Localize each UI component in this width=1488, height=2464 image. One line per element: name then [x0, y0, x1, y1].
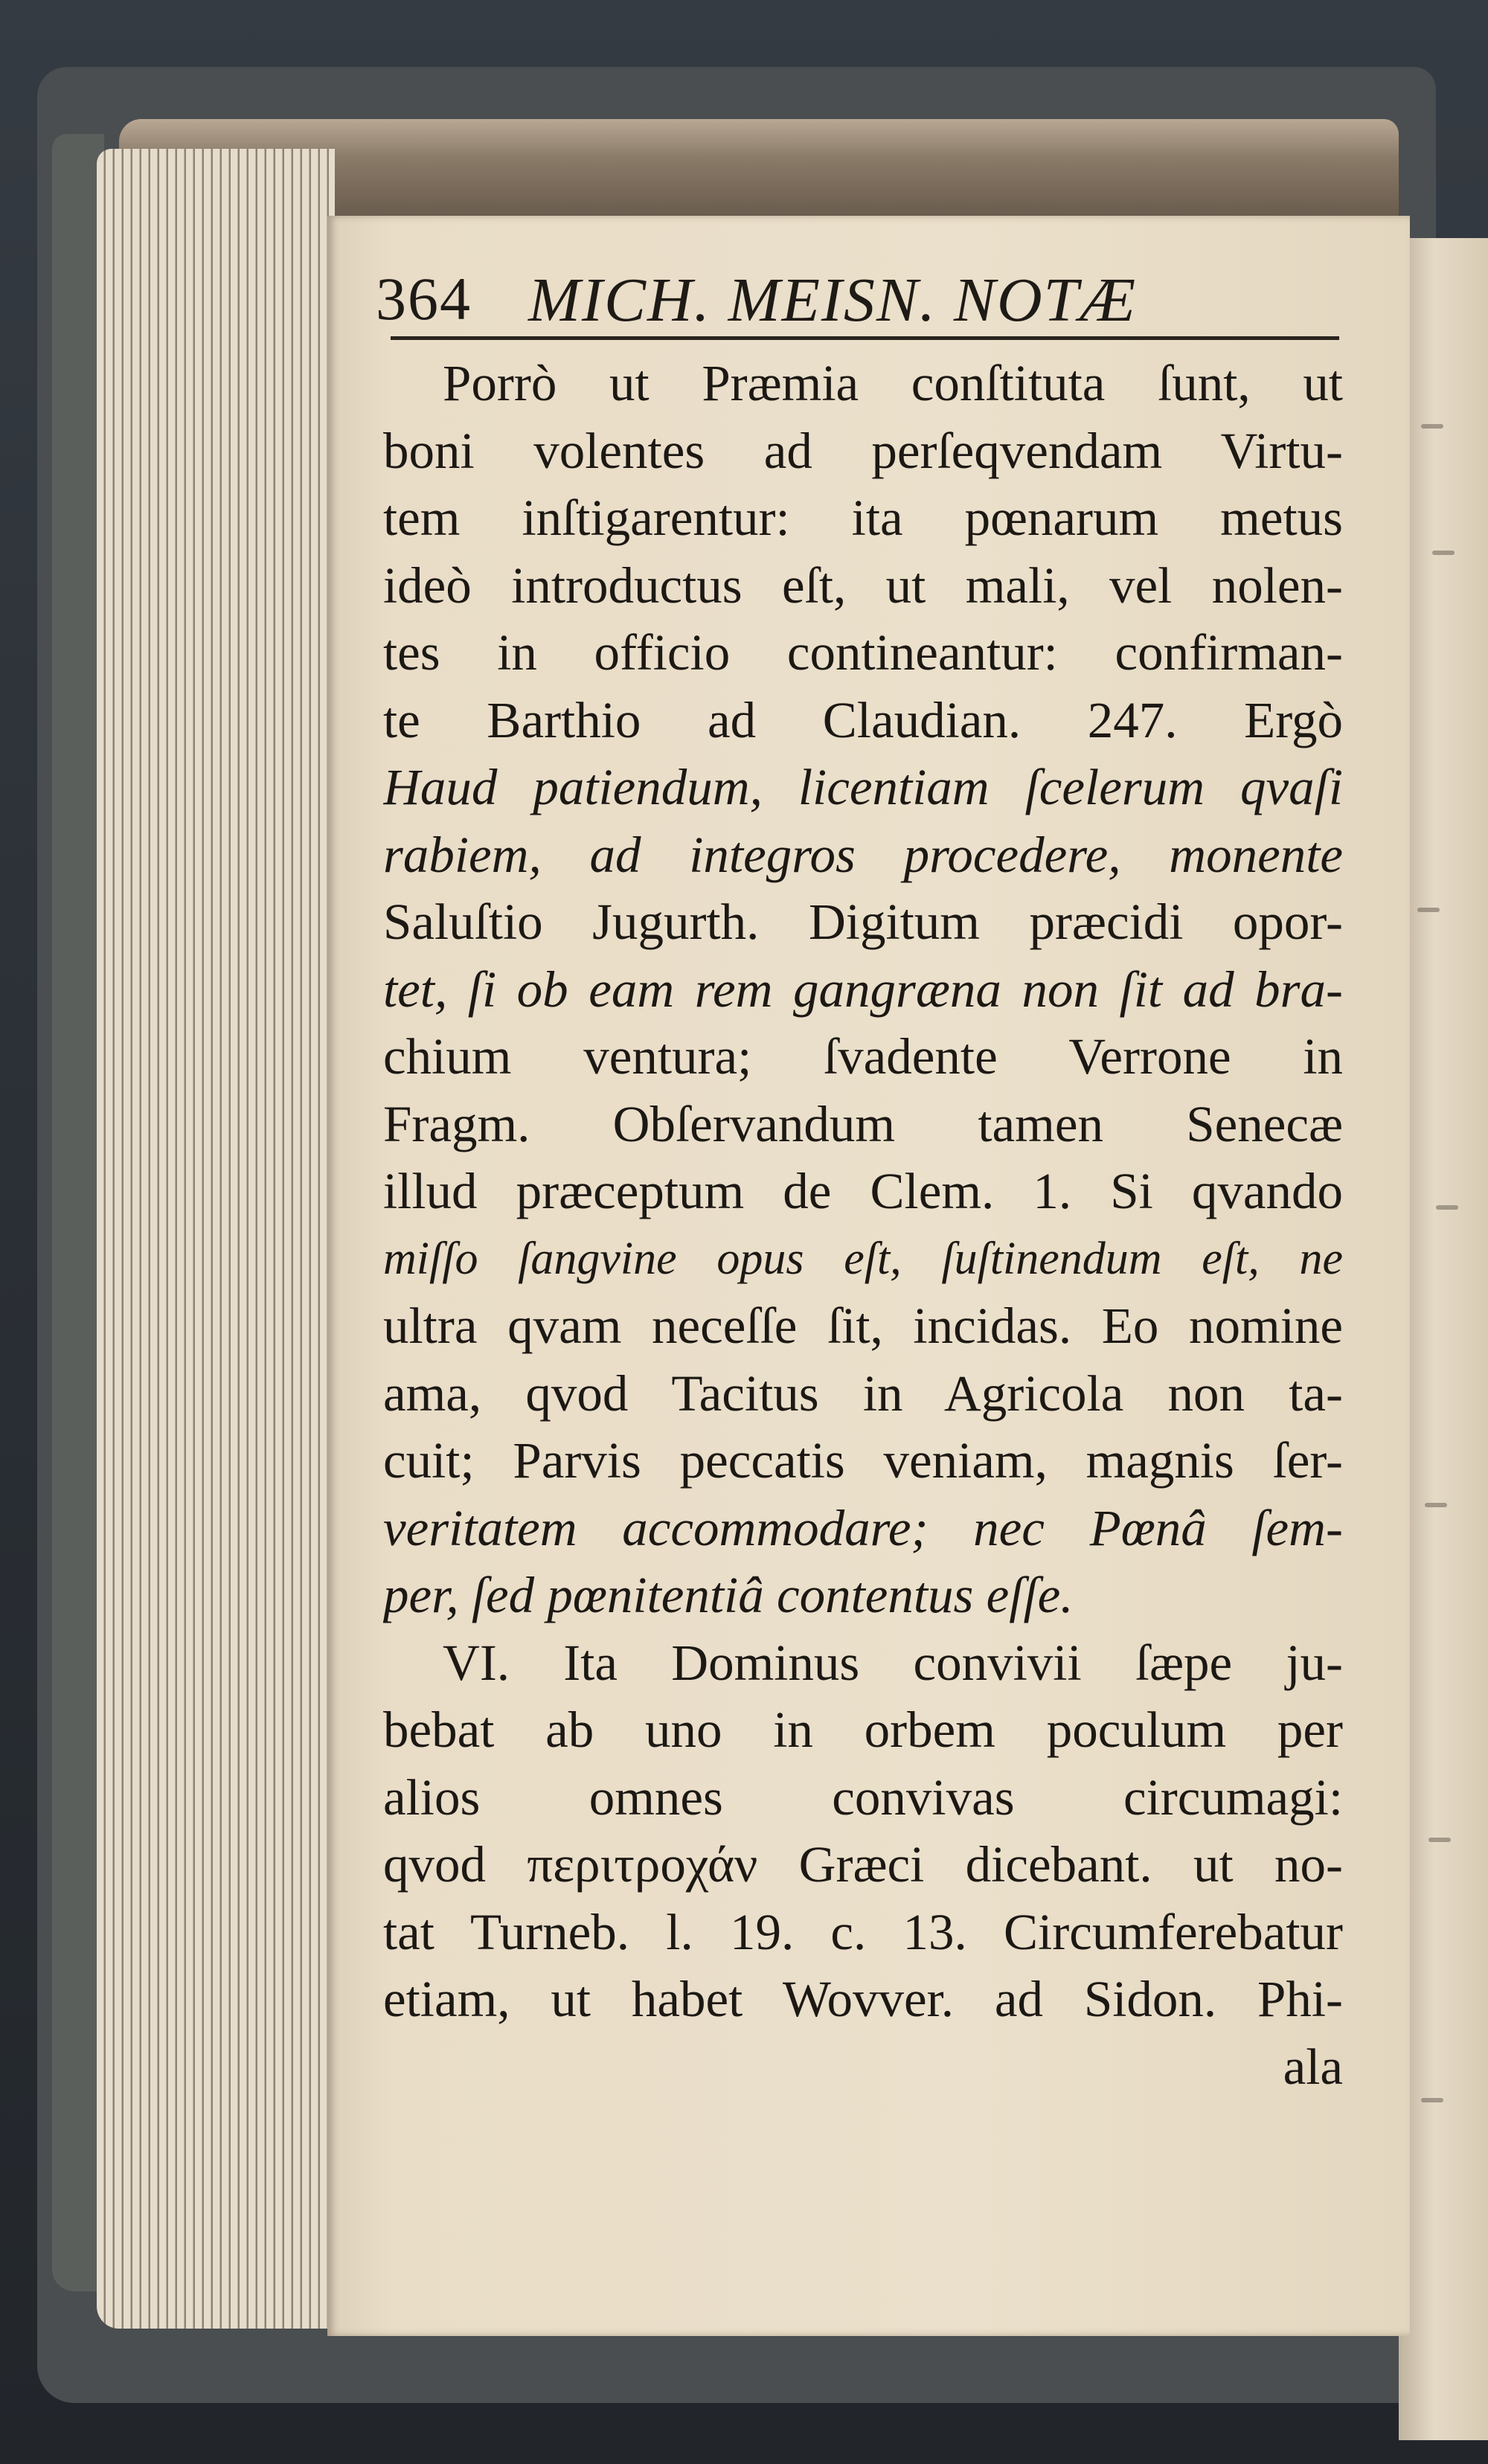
- text-line: per, ſed pœnitentiâ contentus eſſe.: [383, 1567, 1074, 1623]
- facing-page-text-fragment: [1432, 551, 1455, 555]
- text-line: illud præceptum de Clem. 1. Si qvando: [383, 1163, 1343, 1219]
- page-number: 364: [376, 265, 472, 333]
- text-line: ultra qvam neceſſe ſit, incidas. Eo nomine: [383, 1297, 1343, 1354]
- text-line: tem inſtigarentur: ita pœnarum metus: [383, 490, 1343, 546]
- page-edges-stack: [97, 149, 335, 2329]
- body-text: [383, 350, 1343, 2100]
- text-line: ama, qvod Tacitus in Agricola non ta-: [383, 1364, 1343, 1422]
- text-line: etiam, ut habet Wovver. ad Sidon. Phi-: [383, 1971, 1343, 2027]
- text-line: tes in officio contineantur: confirman-: [383, 624, 1343, 681]
- text-line: bebat ab uno in orbem poculum per: [383, 1701, 1343, 1758]
- text-line: ideò introductus eſt, ut mali, vel nolen-: [383, 556, 1343, 614]
- text-line: Fragm. Obſervandum tamen Senecæ: [383, 1095, 1343, 1152]
- text-line: miſſo ſangvine opus eſt, ſuſtinendum eſt, ne: [383, 1233, 1343, 1284]
- text-line: Saluſtio Jugurth. Digitum præcidi opor-: [383, 893, 1343, 950]
- text-line: Haud patiendum, licentiam ſcelerum qvaſi: [383, 759, 1343, 815]
- text-line: Porrò ut Præmia conſtituta ſunt, ut: [443, 355, 1343, 411]
- text-line: rabiem, ad integros procedere, monente: [383, 826, 1343, 883]
- text-line: tet, ſi ob eam rem gangræna non ſit ad bra-: [383, 960, 1343, 1018]
- text-line: alios omnes convivas circumagi:: [383, 1768, 1343, 1826]
- text-line: boni volentes ad perſeqvendam Virtu-: [383, 422, 1343, 479]
- text-line: cuit; Parvis peccatis veniam, magnis ſer-: [383, 1432, 1343, 1489]
- facing-page-text-fragment: [1417, 908, 1440, 912]
- text-line: tat Turneb. l. 19. c. 13. Circumferebatur: [383, 1903, 1343, 1960]
- text-line: chium ventura; ſvadente Verrone in: [383, 1028, 1343, 1085]
- facing-page-text-fragment: [1428, 1838, 1451, 1842]
- text-line: VI. Ita Dominus convivii ſæpe ju-: [443, 1634, 1343, 1691]
- facing-page-text-fragment: [1425, 1503, 1447, 1507]
- text-line: veritatem accommodare; nec Pœnâ ſem-: [383, 1499, 1343, 1556]
- text-line: te Barthio ad Claudian. 247. Ergò: [383, 691, 1343, 748]
- facing-page-text-fragment: [1421, 2098, 1443, 2102]
- text-line: qvod περιτροχάν Græci dicebant. ut no-: [383, 1836, 1343, 1893]
- facing-page-text-fragment: [1421, 424, 1443, 429]
- catchword: ala: [1283, 2038, 1343, 2095]
- header-rule: [391, 336, 1339, 340]
- page-header: [376, 264, 1343, 346]
- running-head: MICH. MEISN. NOTÆ: [528, 266, 1138, 335]
- facing-page-text-fragment: [1436, 1205, 1458, 1210]
- facing-page-edge: [1399, 238, 1488, 2440]
